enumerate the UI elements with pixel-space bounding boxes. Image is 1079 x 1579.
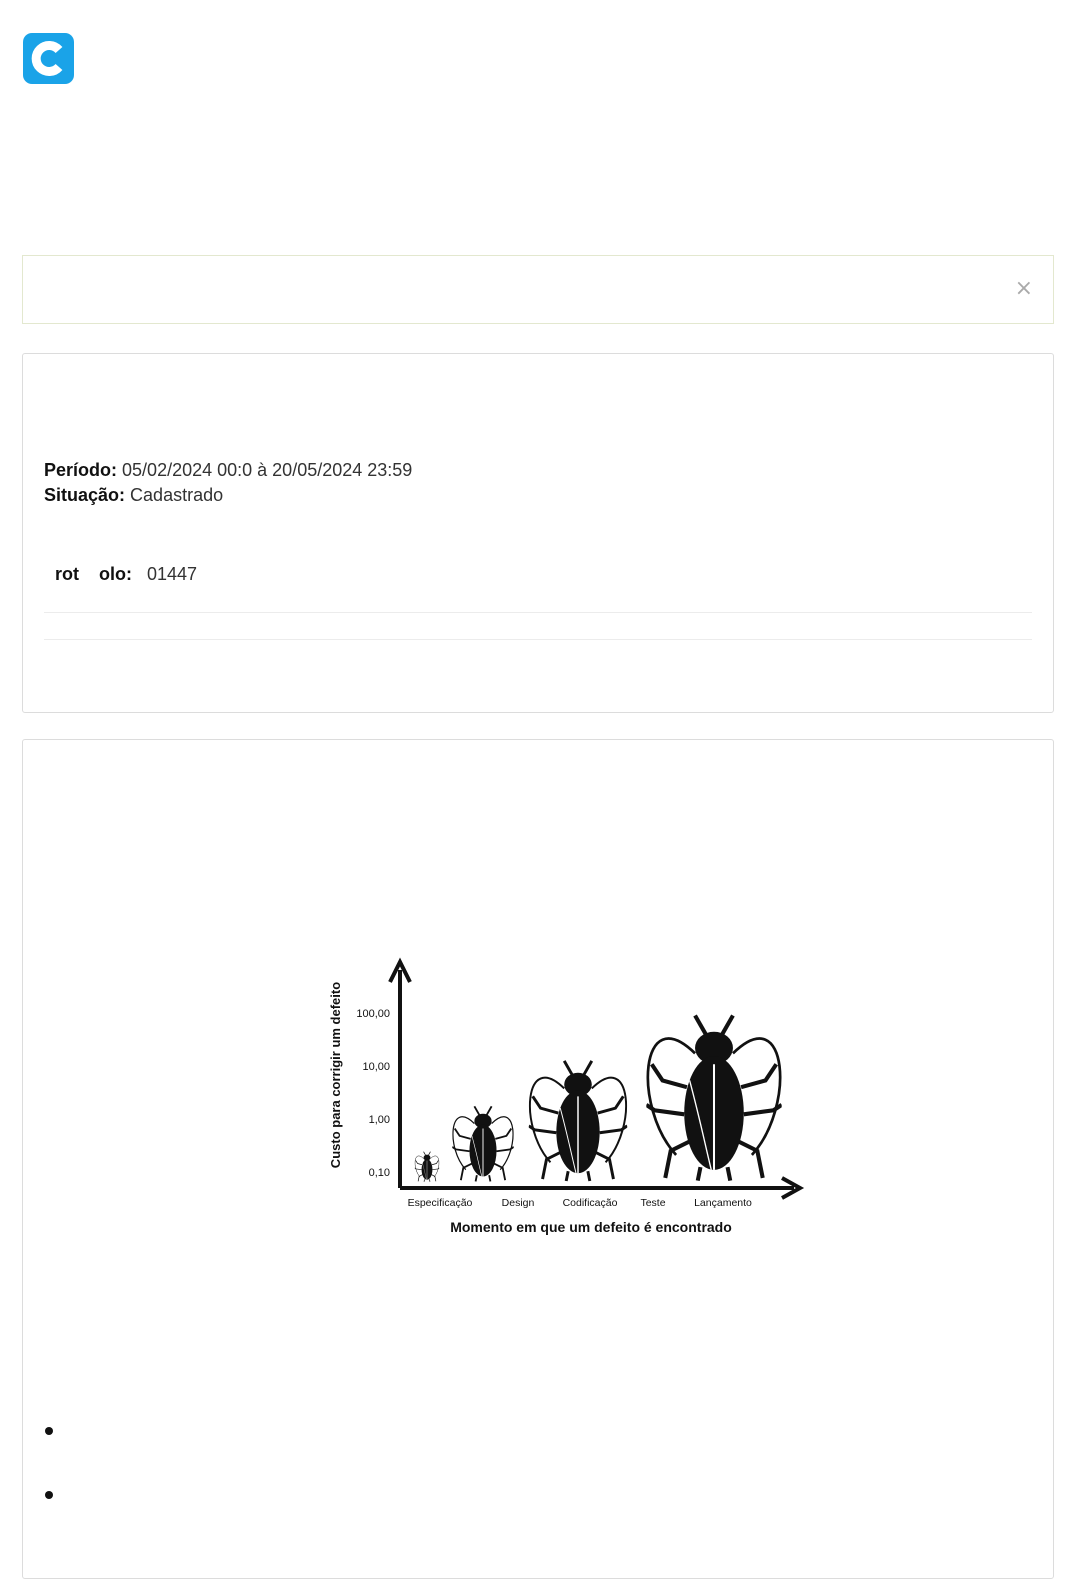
divider	[44, 612, 1032, 613]
protocol-value: 01447	[147, 564, 198, 584]
defect-cost-chart	[306, 950, 806, 1240]
bug-icon	[415, 1152, 440, 1182]
status-value: Cadastrado	[130, 485, 224, 505]
x-axis-label: Momento em que um defeito é encontrado	[450, 1219, 732, 1235]
status-line	[44, 485, 223, 506]
x-tick-label: Especificação	[407, 1197, 473, 1209]
protocol-line	[55, 564, 197, 585]
close-icon[interactable]: ×	[1014, 276, 1033, 301]
x-tick-label: Lançamento	[694, 1197, 752, 1209]
y-tick-label: 10,00	[362, 1061, 390, 1073]
filter-summary-card	[22, 353, 1054, 713]
y-tick-label: 0,10	[368, 1167, 390, 1179]
y-tick-label: 1,00	[368, 1114, 390, 1126]
bug-icon	[529, 1061, 627, 1181]
protocol-label: rot olo:	[55, 564, 132, 584]
content-card	[22, 739, 1054, 1579]
period-line	[44, 460, 412, 481]
list-item	[45, 1491, 53, 1499]
list-item	[45, 1427, 53, 1435]
logo-c-icon[interactable]	[23, 33, 74, 84]
period-label: Período:	[44, 460, 118, 480]
status-label: Situação:	[44, 485, 126, 505]
bug-icon	[646, 1015, 781, 1180]
y-axis-label: Custo para corrigir um defeito	[328, 981, 343, 1169]
divider	[44, 639, 1032, 640]
bug-icon	[452, 1106, 514, 1181]
x-tick-label: Design	[501, 1197, 535, 1209]
chart-axes	[390, 962, 800, 1198]
x-tick-label: Teste	[640, 1197, 666, 1209]
period-value: 05/02/2024 00:0 à 20/05/2024 23:59	[122, 460, 413, 480]
alert-box	[22, 255, 1054, 324]
x-tick-label: Codificação	[562, 1197, 618, 1209]
y-tick-label: 100,00	[356, 1008, 390, 1020]
